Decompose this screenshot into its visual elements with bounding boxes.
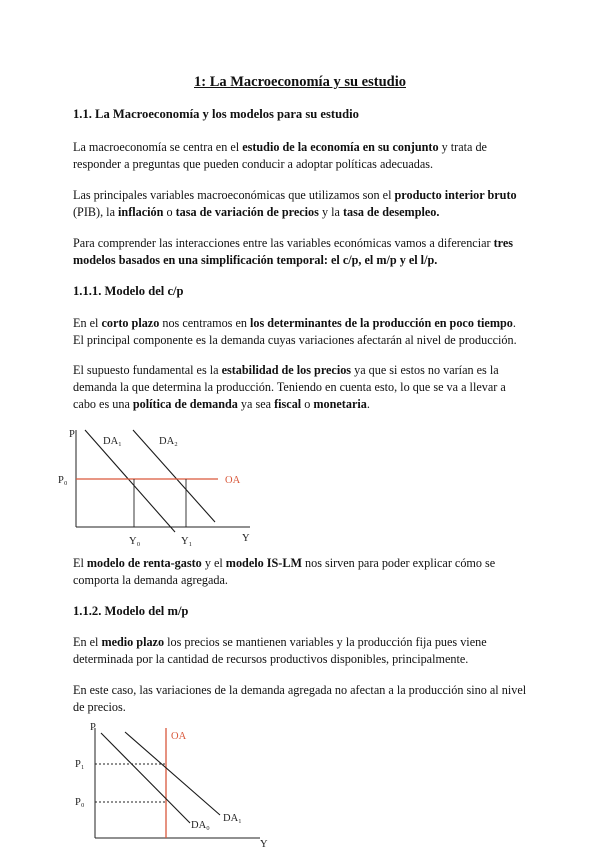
label-da1: DA₁ bbox=[223, 813, 242, 824]
label-oa: OA bbox=[171, 731, 187, 742]
diagram-medium-run bbox=[65, 720, 268, 848]
x-axis-label: Y bbox=[260, 839, 268, 848]
section-heading-1-1: 1.1. La Macroeconomía y los modelos para su estudio bbox=[73, 107, 359, 121]
paragraph-variables: Las principales variables macroeconómicas que utilizamos son el producto interior bruto (PIB), la inflación o tasa de variación de precios y la tasa de desempleo. bbox=[73, 188, 517, 219]
paragraph-variaciones-demanda: En este caso, las variaciones de la demanda agregada no afectan a la producción sino al nivel de precios. bbox=[73, 683, 527, 714]
demand-curve-da1 bbox=[125, 732, 220, 815]
x-axis-label: Y bbox=[242, 533, 250, 544]
diagram-short-run bbox=[55, 420, 255, 545]
tick-y0: Y₀ bbox=[129, 536, 141, 547]
paragraph-macroeconomia: La macroeconomía se centra en el estudio de la economía en su conjunto y trata de responder a preguntas que pueden conducir a adoptar políticas adecuadas. bbox=[73, 140, 487, 171]
section-heading-1-1-1: 1.1.1. Modelo del c/p bbox=[73, 284, 184, 298]
label-da0: DA₀ bbox=[191, 820, 210, 831]
label-oa: OA bbox=[225, 475, 241, 486]
y-axis-label: P bbox=[69, 429, 75, 440]
paragraph-renta-gasto: El modelo de renta-gasto y el modelo IS-LM nos sirven para poder explicar cómo se comporta la demanda agregada. bbox=[73, 556, 496, 587]
demand-curve-da0 bbox=[101, 733, 190, 823]
label-p0: P₀ bbox=[75, 797, 85, 808]
page-title: 1: La Macroeconomía y su estudio bbox=[194, 74, 406, 90]
paragraph-medio-plazo: En el medio plazo los precios se mantienen variables y la producción fija pues viene determinada por la cantidad de recursos productivos disponibles, principalmente. bbox=[73, 635, 487, 666]
paragraph-estabilidad-precios: El supuesto fundamental es la estabilidad de los precios ya que si estos no varían es la demanda la que determina la producción. Teniendo en cuenta esto, lo que se va a llevar a cabo es una política de demanda ya sea fiscal o monetaria. bbox=[73, 363, 506, 411]
y-axis-label: P bbox=[90, 722, 96, 733]
label-da2: DA₂ bbox=[159, 436, 178, 447]
tick-y1: Y₁ bbox=[181, 536, 193, 547]
label-p1: P₁ bbox=[75, 759, 85, 770]
paragraph-tres-modelos: Para comprender las interacciones entre las variables económicas vamos a diferenciar tres modelos basados en una simplificación temporal: el c/p, el m/p y el l/p. bbox=[73, 236, 514, 267]
section-heading-1-1-2: 1.1.2. Modelo del m/p bbox=[73, 604, 189, 618]
paragraph-corto-plazo: En el corto plazo nos centramos en los determinantes de la producción en poco tiempo. El principal componente es la demanda cuyas variaciones afectarán al nivel de producción. bbox=[73, 316, 517, 347]
label-da1: DA₁ bbox=[103, 436, 122, 447]
label-p0: P₀ bbox=[58, 475, 68, 486]
